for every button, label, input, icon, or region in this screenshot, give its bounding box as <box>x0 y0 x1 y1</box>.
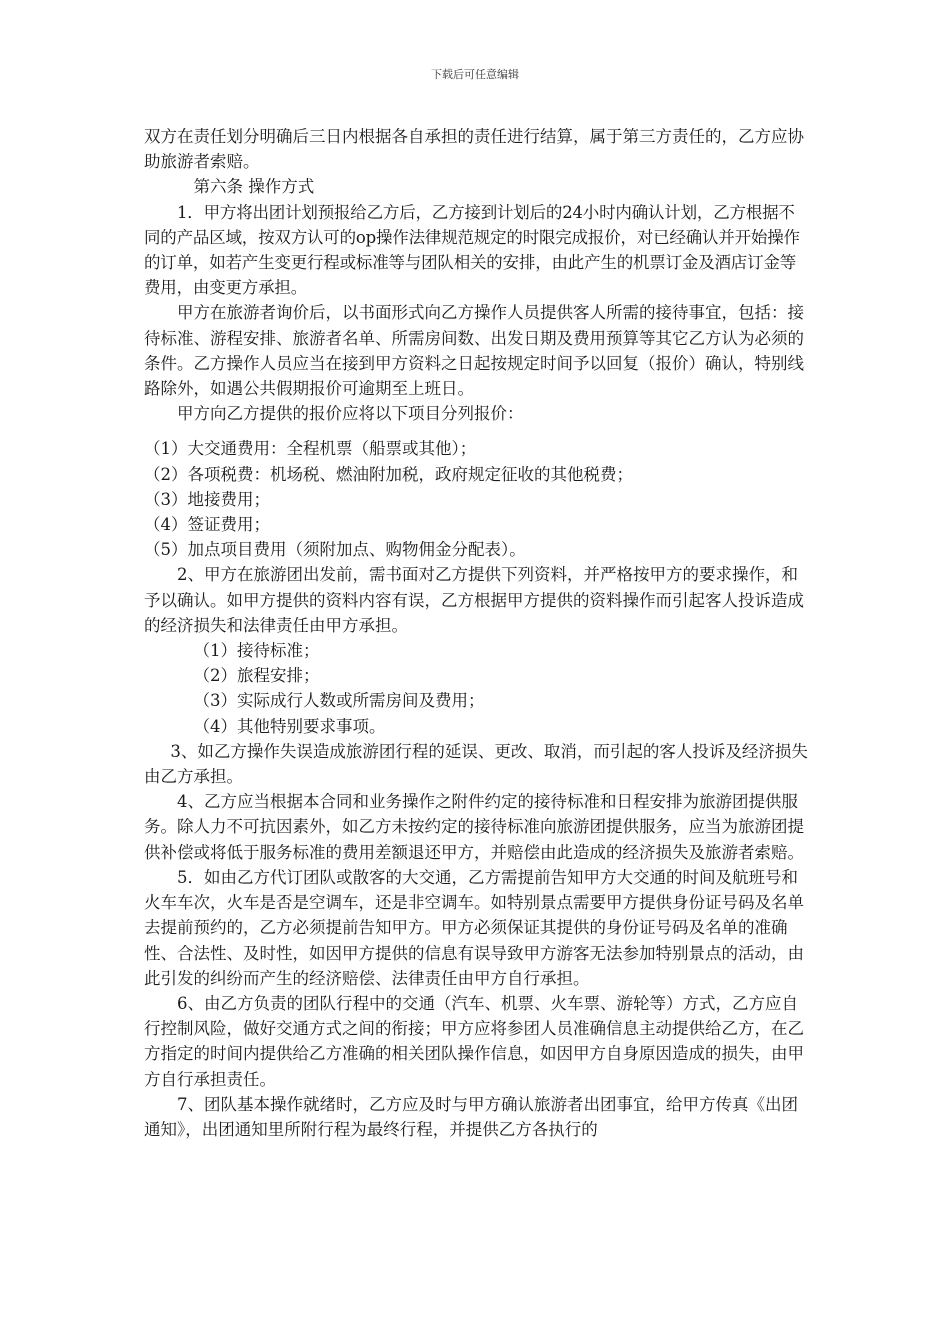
spacer <box>144 426 810 436</box>
list-item: （1）大交通费用：全程机票（船票或其他）； <box>144 439 477 459</box>
paragraph: 4、乙方应当根据本合同和业务操作之附件约定的接待标准和日程安排为旅游团提供服务。除人力不可抗因素外，如乙方未按约定的接待标准向旅游团提供服务，应当为旅游团提供补偿或将低于服务标准的费用差额退还甲方，并赔偿由此造成的经济损失及旅游者索赔。 <box>144 792 804 862</box>
list-item: （5）加点项目费用（须附加点、购物佣金分配表）。 <box>144 540 526 560</box>
page-header: 下载后可任意编辑 <box>431 68 519 81</box>
paragraph: 7、团队基本操作就绪时，乙方应及时与甲方确认旅游者出团事宜，给甲方传真《出团通知》，出团通知里所附行程为最终行程，并提供乙方各执行的 <box>144 1094 798 1139</box>
paragraph: 3、如乙方操作失误造成旅游团行程的延误、更改、取消，而引起的客人投诉及经济损失由乙方承担。 <box>144 741 808 787</box>
list-item: （4）其他特别要求事项。 <box>193 716 386 736</box>
section-heading: 第六条 操作方式 <box>193 177 315 197</box>
list-item: （4）签证费用； <box>144 515 270 535</box>
list-item: （3）地接费用； <box>144 489 270 509</box>
paragraph: 6、由乙方负责的团队行程中的交通（汽车、机票、火车票、游轮等）方式，乙方应自行控制风险，做好交通方式之间的衔接；甲方应将参团人员准确信息主动提供给乙方，在乙方指定的时间内提供给乙方准确的相关团队操作信息，如因甲方自身原因造成的损失，由甲方自行承担责任。 <box>144 993 804 1089</box>
paragraph: 1．甲方将出团计划预报给乙方后，乙方接到计划后的24小时内确认计划，乙方根据不同的产品区域，按双方认可的op操作法律规范规定的时限完成报价，对已经确认并开始操作的订单，如若产生变更行程或标准等与团队相关的安排，由此产生的机票订金及酒店订金等费用，由变更方承担。 <box>144 202 800 298</box>
list-item: （3）实际成行人数或所需房间及费用； <box>193 691 485 711</box>
paragraph: 双方在责任划分明确后三日内根据各自承担的责任进行结算，属于第三方责任的，乙方应协助旅游者索赔。 <box>144 127 804 172</box>
list-item: （1）接待标准； <box>193 641 320 661</box>
paragraph: 甲方在旅游者询价后，以书面形式向乙方操作人员提供客人所需的接待事宜，包括：接待标准、游程安排、旅游者名单、所需房间数、出发日期及费用预算等其它乙方认为必须的条件。乙方操作人员应当在接到甲方资料之日起按规定时间予以回复（报价）确认，特别线路除外，如遇公共假期报价可逾期至上班日。 <box>144 303 804 399</box>
paragraph: 2、甲方在旅游团出发前，需书面对乙方提供下列资料，并严格按甲方的要求操作，和予以确认。如甲方提供的资料内容有误，乙方根据甲方提供的资料操作而引起客人投诉造成的经济损失和法律责任由甲方承担。 <box>144 565 804 635</box>
list-item: （2）各项税费：机场税、燃油附加税，政府规定征收的其他税费； <box>144 464 633 484</box>
paragraph: 5．如由乙方代订团队或散客的大交通，乙方需提前告知甲方大交通的时间及航班号和火车车次，火车是否是空调车，还是非空调车。如特别景点需要甲方提供身份证号码及名单去提前预约的，乙方必须提前告知甲方。甲方必须保证其提供的身份证号码及名单的准确性、合法性、及时性，如因甲方提供的信息有误导致甲方游客无法参加特别景点的活动，由此引发的纠纷而产生的经济赔偿、法律责任由甲方自行承担。 <box>144 867 804 988</box>
document-body <box>144 124 810 1142</box>
list-item: （2）旅程安排； <box>193 666 320 686</box>
paragraph: 甲方向乙方提供的报价应将以下项目分列报价： <box>177 404 524 424</box>
